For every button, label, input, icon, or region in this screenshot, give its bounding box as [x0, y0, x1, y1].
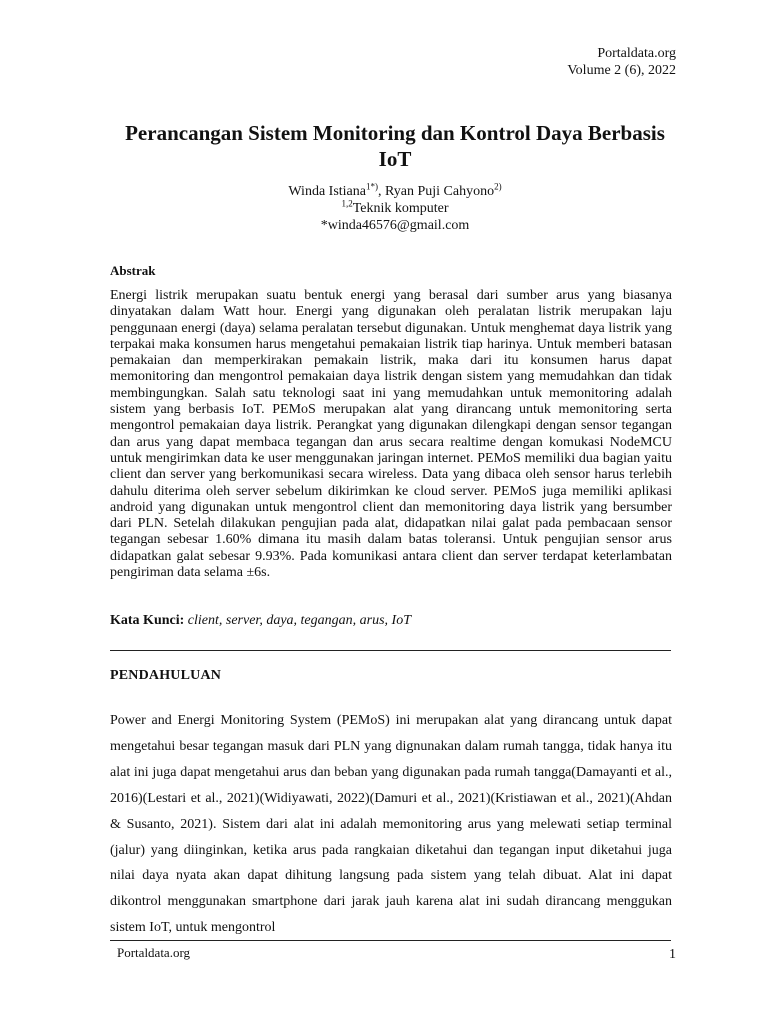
- author-separator: ,: [377, 184, 385, 199]
- author-block: [108, 183, 682, 234]
- introduction-body: Power and Energi Monitoring System (PEMoS) ini merupakan alat yang dirancang untuk dapat mengetahui besar tegangan masuk dari PLN yang dignunakan dalam rumah tangga, tidak hanya itu alat ini juga dapat mengetahui arus dan beban yang digunakan pada rumah tangga(Damayanti et al., 2016)(Lestari et al., 2021)(Widiyawati, 2022)(Damuri et al., 2021)(Kristiawan et al., 2021)(Ahdan & Susanto, 2021). Sistem dari alat ini adalah memonitoring arus yang melewati setiap terminal (jalur) yang diinginkan, ketika arus pada rangkaian diketahui dan tegangan input diketahui juga nilai daya nyata akan dapat dihitung langsung pada sistem yang telah dibuat. Alat ini dapat dikontrol menggunakan smartphone dari jarak jauh karena alat ini sudah dirancang menggukan sistem IoT, untuk mengontrol: [110, 713, 672, 936]
- header-site: Portaldata.org: [597, 46, 676, 61]
- page-number: 1: [669, 947, 676, 962]
- author-email: *winda46576@gmail.com: [320, 218, 470, 233]
- keywords: [110, 612, 672, 629]
- introduction-heading: PENDAHULUAN: [110, 668, 222, 683]
- keywords-label: Kata Kunci:: [110, 613, 185, 628]
- author-1-name: Winda Istiana: [288, 184, 366, 199]
- section-divider: [110, 650, 671, 651]
- affiliation: Teknik komputer: [352, 201, 449, 216]
- header-volume: Volume 2 (6), 2022: [567, 63, 676, 78]
- author-2-name: Ryan Puji Cahyono: [384, 184, 495, 199]
- affiliation-sup: 1,2: [341, 198, 353, 209]
- keywords-values: client, server, daya, tegangan, arus, IoT: [187, 613, 411, 628]
- abstract-heading: Abstrak: [110, 263, 156, 278]
- abstract-body: Energi listrik merupakan suatu bentuk energi yang berasal dari sumber arus yang biasanya dinyatakan dalam Watt hour. Energi yang digunakan oleh peralatan listrik merupakan laju penggunaan energi (daya) selama peralatan tersebut digunakan. Untuk menghemat daya listrik yang terpakai maka konsumen harus mengetahui pemakaian listrik tiap harinya. Untuk memberi batasan pemakaian dan memperkirakan pemakain listrik, maka dari itu konsumen harus dapat memonitoring dan mengontrol pemakaian daya listrik dengan sistem yang memudahkan dan tidak membingungkan. Salah satu teknologi saat ini yang memudahkan untuk memonitoring adalah sistem yang berbasis IoT. PEMoS merupakan alat yang dirancang untuk memonitoring serta mengontrol pemakaian daya listrik. Perangkat yang digunakan dilengkapi dengan sensor tegangan dan arus yang dapat membaca tegangan dan arus secara realtime dengan komukasi NodeMCU untuk mengirimkan data ke user menggunakan jaringan internet. PEMoS memiliki dua bagian yaitu client dan server yang berkomunikasi secara wireless. Data yang dibaca oleh sensor harus terlebih dahulu diterima oleh server sebelum dikirimkan ke cloud server. PEMoS juga memiliki aplikasi android yang digunakan untuk mengontrol client dan memonitoring daya listrik yang bersumber dari PLN. Setelah dilakukan pengujian pada alat, didapatkan nilai galat pada pembacaan sensor tegangan sebesar 1.60% dimana itu masih dalam batas toleransi. Untuk pengujian sensor arus didapatkan galat sebesar 9.93%. Pada komunikasi antara client dan server terdapat keterlambatan pengiriman data selama ±6s.: [110, 288, 672, 581]
- footer-site: Portaldata.org: [117, 945, 191, 960]
- running-header: [567, 45, 676, 79]
- author-line: [108, 183, 682, 200]
- affiliation-line: [108, 200, 682, 217]
- footer-divider: [110, 940, 671, 941]
- author-2-sup: 2): [494, 181, 502, 192]
- paper-title: Perancangan Sistem Monitoring dan Kontrol Daya Berbasis IoT: [125, 121, 665, 171]
- author-1-sup: 1*): [365, 181, 378, 192]
